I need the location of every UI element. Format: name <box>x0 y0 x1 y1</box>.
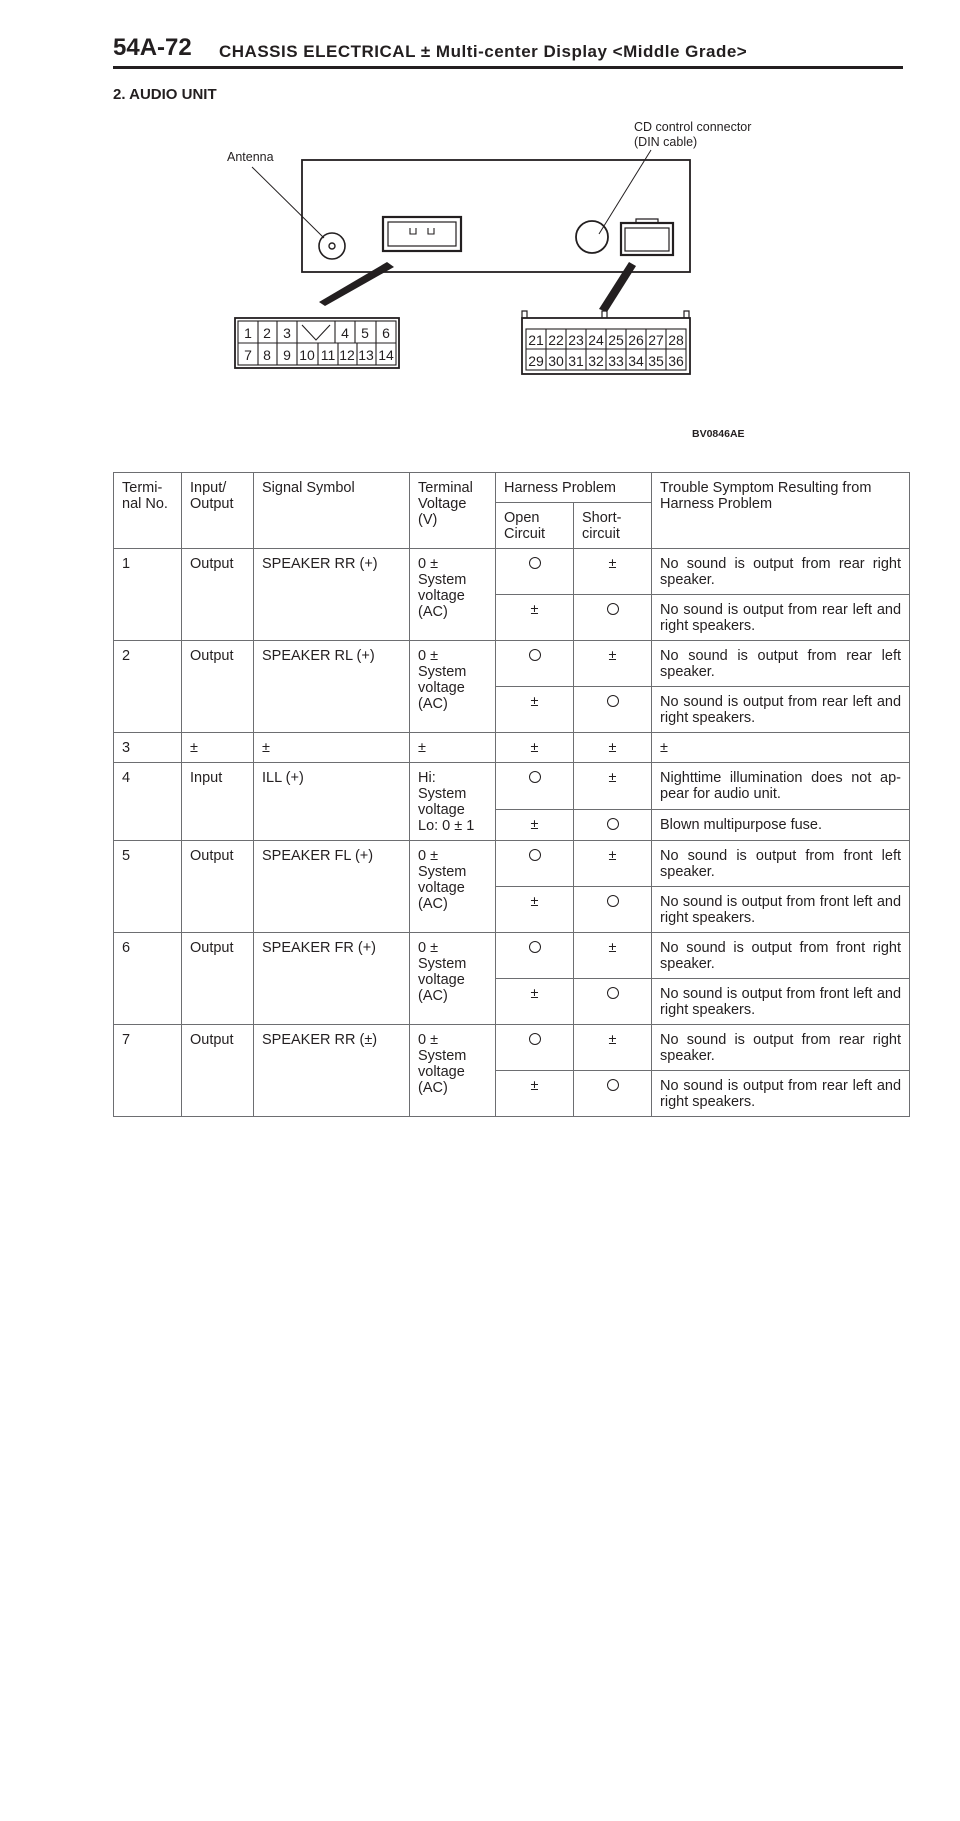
symptom-cell: Blown multipurpose fuse. <box>652 810 910 841</box>
short-cell <box>574 810 652 841</box>
secondary-connector-socket <box>621 219 673 255</box>
open-cell <box>496 933 574 979</box>
voltage-cell: 0 ± System voltage (AC) <box>410 933 496 1025</box>
symptom-cell: ± <box>652 733 910 763</box>
open-cell <box>496 641 574 687</box>
circle-mark-icon <box>607 603 619 615</box>
pin-1: 1 <box>244 325 252 341</box>
symptom-cell: Nighttime illumination does not ap-pear for audio unit. <box>652 763 910 810</box>
pin-6: 6 <box>382 325 390 341</box>
pin-13: 13 <box>358 347 374 363</box>
pin-22: 22 <box>548 332 564 348</box>
io-cell: Output <box>182 1025 254 1117</box>
pin-12: 12 <box>339 347 355 363</box>
voltage-cell: 0 ± System voltage (AC) <box>410 641 496 733</box>
pin-7: 7 <box>244 347 252 363</box>
short-cell <box>574 595 652 641</box>
pin-36: 36 <box>668 353 684 369</box>
circle-mark-icon <box>607 895 619 907</box>
symptom-cell: No sound is output from rear right speaker. <box>652 1025 910 1071</box>
symptom-cell: No sound is output from rear left and right speakers. <box>652 1071 910 1117</box>
symptom-cell: No sound is output from rear right speaker. <box>652 549 910 595</box>
io-cell: Output <box>182 841 254 933</box>
antenna-label: Antenna <box>227 150 274 164</box>
circle-mark-icon <box>607 1079 619 1091</box>
pin-31: 31 <box>568 353 584 369</box>
circle-mark-icon <box>607 987 619 999</box>
audio-unit-diagram <box>0 0 960 460</box>
table-row <box>114 641 910 687</box>
symptom-cell: No sound is output from rear left speaker. <box>652 641 910 687</box>
pin-2: 2 <box>263 325 271 341</box>
short-cell <box>574 887 652 933</box>
short-cell: ± <box>574 733 652 763</box>
section-title: 2. AUDIO UNIT <box>113 86 217 103</box>
table-row <box>114 733 910 763</box>
right-connector-arrow <box>599 262 636 312</box>
table-row <box>114 933 910 979</box>
voltage-cell: 0 ± System voltage (AC) <box>410 1025 496 1117</box>
pin-21: 21 <box>528 332 544 348</box>
cd-connector-label-line2: (DIN cable) <box>634 135 698 149</box>
pin-5: 5 <box>361 325 369 341</box>
pin-33: 33 <box>608 353 624 369</box>
pin-24: 24 <box>588 332 604 348</box>
table-row <box>114 841 910 887</box>
header-signal: Signal Symbol <box>254 473 410 549</box>
figure-code: BV0846AE <box>692 428 745 440</box>
table-row <box>114 549 910 595</box>
symptom-cell: No sound is output from front left and right speakers. <box>652 887 910 933</box>
terminal-no: 4 <box>114 763 182 841</box>
pin-25: 25 <box>608 332 624 348</box>
io-cell: Output <box>182 549 254 641</box>
circle-mark-icon <box>607 695 619 707</box>
circle-mark-icon <box>529 849 541 861</box>
circle-mark-icon <box>529 771 541 783</box>
open-cell <box>496 841 574 887</box>
terminal-no: 1 <box>114 549 182 641</box>
left-connector-arrow <box>319 262 394 306</box>
signal-cell: ILL (+) <box>254 763 410 841</box>
voltage-cell: ± <box>410 733 496 763</box>
pin-11: 11 <box>320 347 336 363</box>
io-cell: Input <box>182 763 254 841</box>
terminal-no: 7 <box>114 1025 182 1117</box>
pin-35: 35 <box>648 353 664 369</box>
antenna-leader <box>252 167 324 238</box>
pin-4: 4 <box>341 325 349 341</box>
pin-26: 26 <box>628 332 644 348</box>
io-cell: ± <box>182 733 254 763</box>
pin-10: 10 <box>299 347 315 363</box>
table-row <box>114 1025 910 1071</box>
short-cell: ± <box>574 933 652 979</box>
pin-34: 34 <box>628 353 644 369</box>
open-cell: ± <box>496 1071 574 1117</box>
open-cell: ± <box>496 979 574 1025</box>
io-cell: Output <box>182 641 254 733</box>
page-title: CHASSIS ELECTRICAL ± Multi-center Display <Middle Grade> <box>219 42 748 61</box>
signal-cell: ± <box>254 733 410 763</box>
circle-mark-icon <box>529 649 541 661</box>
pin-29: 29 <box>528 353 544 369</box>
page-number: 54A-72 <box>113 34 192 61</box>
cd-round-connector <box>576 221 608 253</box>
pin-9: 9 <box>283 347 291 363</box>
header-trouble: Trouble Symptom Resulting from Harness Problem <box>652 473 910 549</box>
table-body <box>114 549 910 1117</box>
voltage-cell: 0 ± System voltage (AC) <box>410 549 496 641</box>
circle-mark-icon <box>529 1033 541 1045</box>
header-io: Input/ Output <box>182 473 254 549</box>
signal-cell: SPEAKER RR (+) <box>254 549 410 641</box>
header-short: Short-circuit <box>574 503 652 549</box>
symptom-cell: No sound is output from rear left and right speakers. <box>652 595 910 641</box>
right-connector <box>522 311 690 374</box>
short-cell: ± <box>574 641 652 687</box>
pin-23: 23 <box>568 332 584 348</box>
terminal-no: 6 <box>114 933 182 1025</box>
header-open: Open Circuit <box>496 503 574 549</box>
cd-connector-label-line1: CD control connector <box>634 120 752 134</box>
circle-mark-icon <box>529 557 541 569</box>
circle-mark-icon <box>529 941 541 953</box>
short-cell: ± <box>574 763 652 810</box>
voltage-cell: 0 ± System voltage (AC) <box>410 841 496 933</box>
open-cell: ± <box>496 810 574 841</box>
short-cell <box>574 687 652 733</box>
open-cell: ± <box>496 595 574 641</box>
open-cell: ± <box>496 733 574 763</box>
open-cell: ± <box>496 687 574 733</box>
short-cell <box>574 979 652 1025</box>
terminal-no: 2 <box>114 641 182 733</box>
pin-8: 8 <box>263 347 271 363</box>
cd-connector-leader <box>599 150 651 234</box>
open-cell <box>496 549 574 595</box>
pin-30: 30 <box>548 353 564 369</box>
circle-mark-icon <box>607 818 619 830</box>
short-cell: ± <box>574 841 652 887</box>
symptom-cell: No sound is output from rear left and right speakers. <box>652 687 910 733</box>
header-terminal: Termi-nal No. <box>114 473 182 549</box>
symptom-cell: No sound is output from front right speaker. <box>652 933 910 979</box>
table-header <box>114 473 910 549</box>
signal-cell: SPEAKER RR (±) <box>254 1025 410 1117</box>
terminal-no: 3 <box>114 733 182 763</box>
header-harness: Harness Problem <box>496 473 652 503</box>
voltage-cell: Hi: System voltage Lo: 0 ± 1 <box>410 763 496 841</box>
left-connector <box>235 318 399 368</box>
pin-32: 32 <box>588 353 604 369</box>
header-voltage: Terminal Voltage (V) <box>410 473 496 549</box>
pin-28: 28 <box>668 332 684 348</box>
pin-14: 14 <box>378 347 394 363</box>
open-cell <box>496 763 574 810</box>
short-cell: ± <box>574 549 652 595</box>
signal-cell: SPEAKER FL (+) <box>254 841 410 933</box>
open-cell <box>496 1025 574 1071</box>
symptom-cell: No sound is output from front left speaker. <box>652 841 910 887</box>
terminal-no: 5 <box>114 841 182 933</box>
table-row <box>114 763 910 810</box>
signal-cell: SPEAKER FR (+) <box>254 933 410 1025</box>
pin-3: 3 <box>283 325 291 341</box>
signal-cell: SPEAKER RL (+) <box>254 641 410 733</box>
short-cell <box>574 1071 652 1117</box>
terminal-table <box>113 472 910 1117</box>
short-cell: ± <box>574 1025 652 1071</box>
symptom-cell: No sound is output from front left and right speakers. <box>652 979 910 1025</box>
io-cell: Output <box>182 933 254 1025</box>
main-connector-socket <box>383 217 461 251</box>
open-cell: ± <box>496 887 574 933</box>
pin-27: 27 <box>648 332 664 348</box>
